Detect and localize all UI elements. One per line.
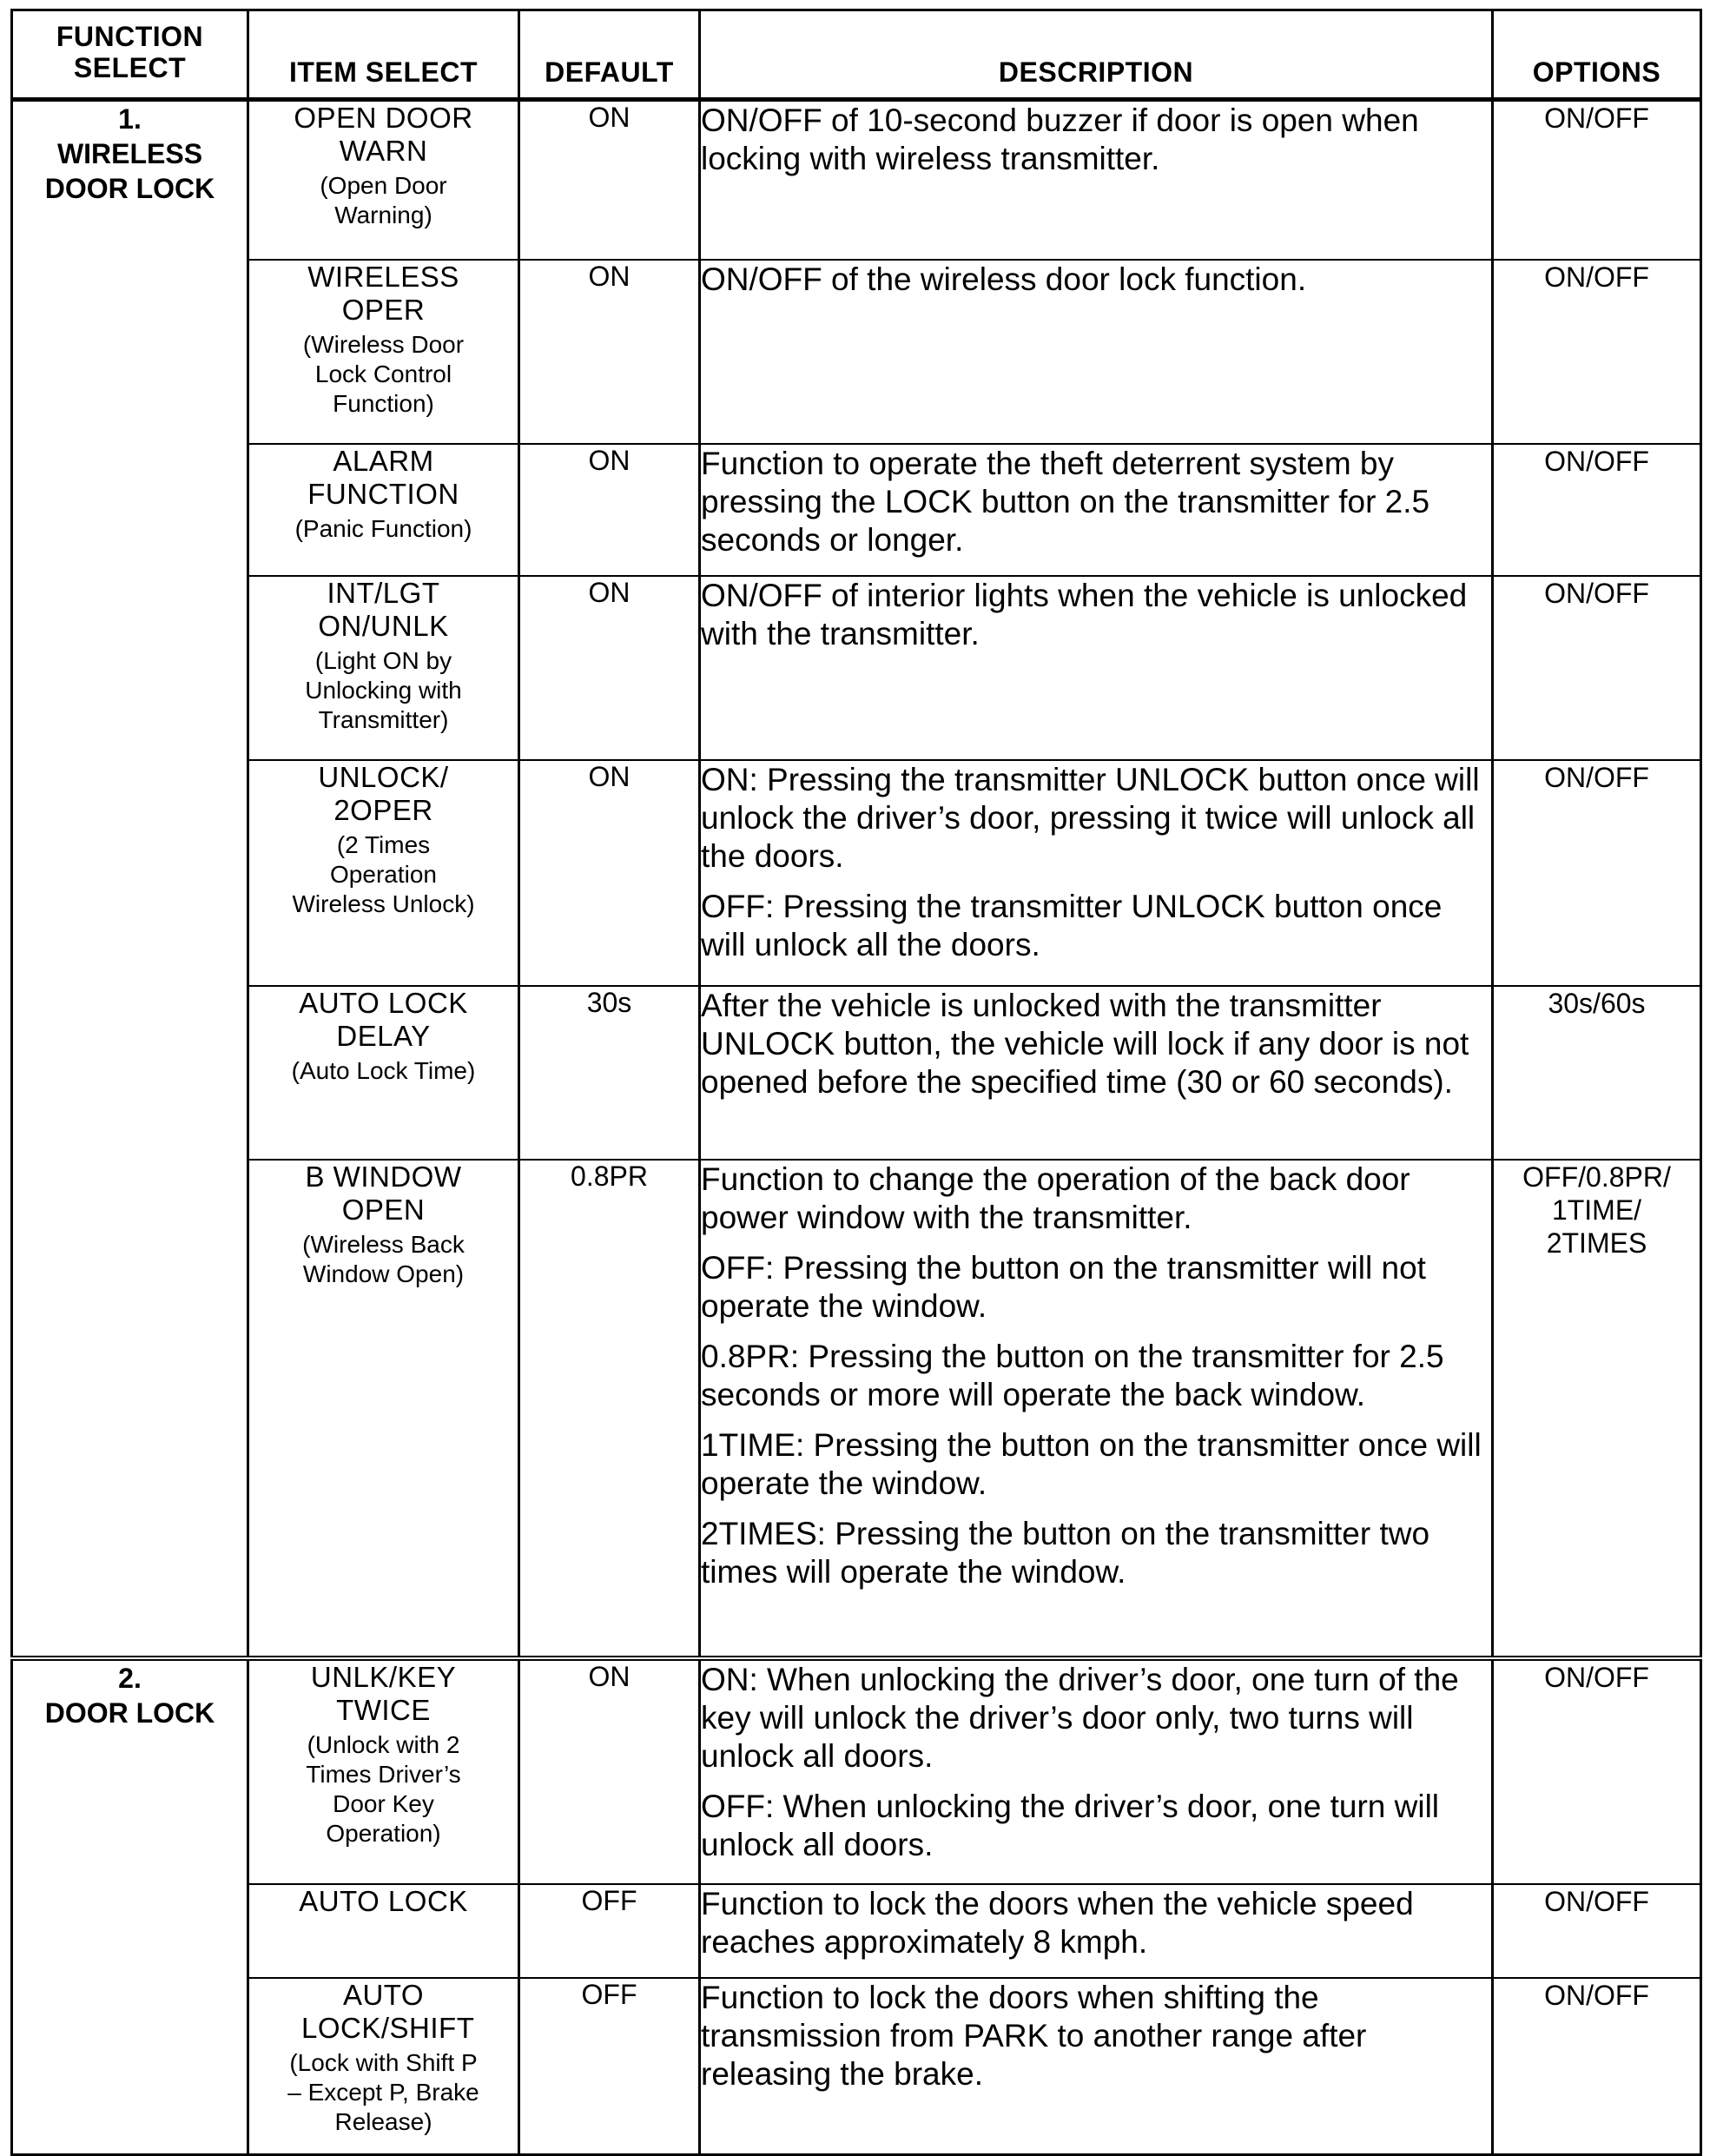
options-cell: ON/OFF — [1493, 576, 1701, 760]
item-subtitle: (Lock with Shift P – Except P, Brake Release) — [287, 2048, 479, 2135]
options-cell: ON/OFF — [1493, 1658, 1701, 1884]
header-item-select: ITEM SELECT — [248, 10, 519, 100]
options-cell: ON/OFF — [1493, 100, 1701, 260]
description-cell — [700, 1658, 1493, 1884]
table-row — [12, 1160, 1701, 1658]
default-cell: ON — [519, 444, 700, 576]
description-paragraph: Function to lock the doors when the vehicle speed reaches approximately 8 kmph. — [701, 1885, 1414, 1960]
function-cell-wireless-door-lock — [12, 100, 248, 1658]
item-code: OPEN DOOR WARN — [294, 102, 473, 167]
default-cell: 30s — [519, 986, 700, 1160]
default-cell: ON — [519, 576, 700, 760]
description-paragraph: Function to lock the doors when shifting the transmission from PARK to another range after releasing the brake. — [701, 1979, 1367, 2092]
options-cell: OFF/0.8PR/ 1TIME/ 2TIMES — [1493, 1160, 1701, 1658]
description-paragraph: ON: Pressing the transmitter UNLOCK button once will unlock the driver’s door, pressing it twice will unlock all the doors. — [701, 761, 1480, 874]
item-subtitle: (Panic Function) — [294, 514, 472, 542]
item-code: B WINDOW OPEN — [305, 1160, 462, 1226]
item-code: WIRELESS OPER — [307, 260, 459, 326]
table-row — [12, 1978, 1701, 2155]
item-code: ALARM FUNCTION — [307, 444, 459, 510]
description-paragraph: 1TIME: Pressing the button on the transmitter once will operate the window. — [701, 1426, 1482, 1501]
item-subtitle: (Open Door Warning) — [320, 172, 447, 228]
default-cell: ON — [519, 100, 700, 260]
default-cell: ON — [519, 760, 700, 986]
description-cell — [700, 760, 1493, 986]
item-code: INT/LGT ON/UNLK — [318, 576, 449, 642]
item-cell — [248, 260, 519, 444]
function-select-table — [10, 9, 1702, 2156]
description-paragraph: ON/OFF of 10-second buzzer if door is open when locking with wireless transmitter. — [701, 103, 1419, 176]
table-row — [12, 260, 1701, 444]
item-cell — [248, 760, 519, 986]
description-paragraph: ON/OFF of the wireless door lock function. — [701, 261, 1307, 297]
item-code: UNLOCK/ 2OPER — [318, 760, 449, 826]
default-cell: OFF — [519, 1884, 700, 1978]
description-paragraph: 0.8PR: Pressing the button on the transmitter for 2.5 seconds or more will operate the back window. — [701, 1338, 1444, 1412]
description-paragraph: ON/OFF of interior lights when the vehicle is unlocked with the transmitter. — [701, 577, 1468, 651]
table-row — [12, 760, 1701, 986]
header-default: DEFAULT — [519, 10, 700, 100]
description-paragraph: OFF: Pressing the transmitter UNLOCK button once will unlock all the doors. — [701, 888, 1443, 962]
item-cell — [248, 1884, 519, 1978]
item-subtitle: (Wireless Back Window Open) — [302, 1230, 465, 1287]
description-cell — [700, 260, 1493, 444]
table-row — [12, 444, 1701, 576]
description-paragraph: OFF: When unlocking the driver’s door, one turn will unlock all doors. — [701, 1788, 1440, 1862]
description-paragraph: OFF: Pressing the button on the transmitter will not operate the window. — [701, 1249, 1426, 1324]
options-cell: ON/OFF — [1493, 1978, 1701, 2155]
options-cell: ON/OFF — [1493, 760, 1701, 986]
description-paragraph: 2TIMES: Pressing the button on the transmitter two times will operate the window. — [701, 1515, 1430, 1590]
table-row — [12, 100, 1701, 260]
table-row — [12, 986, 1701, 1160]
function-number: 2. — [118, 1662, 142, 1694]
item-code: AUTO LOCK — [299, 1884, 468, 1917]
item-code: UNLK/KEY TWICE — [310, 1660, 457, 1726]
item-subtitle: (Auto Lock Time) — [291, 1056, 476, 1084]
item-cell — [248, 1160, 519, 1658]
description-paragraph: Function to change the operation of the back door power window with the transmitter. — [701, 1161, 1410, 1235]
description-paragraph: After the vehicle is unlocked with the transmitter UNLOCK button, the vehicle will lock if any door is not opened before the specified time (30 or 60 seconds). — [701, 987, 1469, 1100]
item-subtitle: (2 Times Operation Wireless Unlock) — [292, 830, 475, 917]
table-row — [12, 1658, 1701, 1884]
function-name: DOOR LOCK — [44, 1696, 215, 1729]
item-subtitle: (Light ON by Unlocking with Transmitter) — [305, 646, 462, 733]
item-cell — [248, 1658, 519, 1884]
item-cell — [248, 576, 519, 760]
options-cell: ON/OFF — [1493, 1884, 1701, 1978]
header-options: OPTIONS — [1493, 10, 1701, 100]
description-cell — [700, 1884, 1493, 1978]
table-row — [12, 576, 1701, 760]
table-header-row — [12, 10, 1701, 100]
function-cell-door-lock — [12, 1658, 248, 2155]
default-cell: ON — [519, 260, 700, 444]
description-paragraph: Function to operate the theft deterrent system by pressing the LOCK button on the transmitter for 2.5 seconds or longer. — [701, 445, 1430, 558]
function-name: WIRELESS DOOR LOCK — [44, 138, 215, 204]
default-cell: OFF — [519, 1978, 700, 2155]
function-number: 1. — [118, 103, 142, 135]
item-subtitle: (Unlock with 2 Times Driver’s Door Key Operation) — [306, 1730, 461, 1847]
header-function-select: FUNCTION SELECT — [12, 10, 248, 100]
item-code: AUTO LOCK DELAY — [299, 986, 468, 1052]
header-description: DESCRIPTION — [700, 10, 1493, 100]
item-subtitle: (Wireless Door Lock Control Function) — [302, 330, 465, 417]
item-cell — [248, 444, 519, 576]
options-cell: ON/OFF — [1493, 444, 1701, 576]
table-row — [12, 1884, 1701, 1978]
description-cell — [700, 1160, 1493, 1658]
description-cell — [700, 576, 1493, 760]
description-paragraph: ON: When unlocking the driver’s door, one turn of the key will unlock the driver’s door only, two turns will unlock all doors. — [701, 1661, 1459, 1774]
item-cell — [248, 100, 519, 260]
item-cell — [248, 986, 519, 1160]
description-cell — [700, 100, 1493, 260]
description-cell — [700, 444, 1493, 576]
item-cell — [248, 1978, 519, 2155]
default-cell: 0.8PR — [519, 1160, 700, 1658]
description-cell — [700, 1978, 1493, 2155]
options-cell: ON/OFF — [1493, 260, 1701, 444]
item-code: AUTO LOCK/SHIFT — [301, 1978, 475, 2044]
description-cell — [700, 986, 1493, 1160]
options-cell: 30s/60s — [1493, 986, 1701, 1160]
default-cell: ON — [519, 1658, 700, 1884]
